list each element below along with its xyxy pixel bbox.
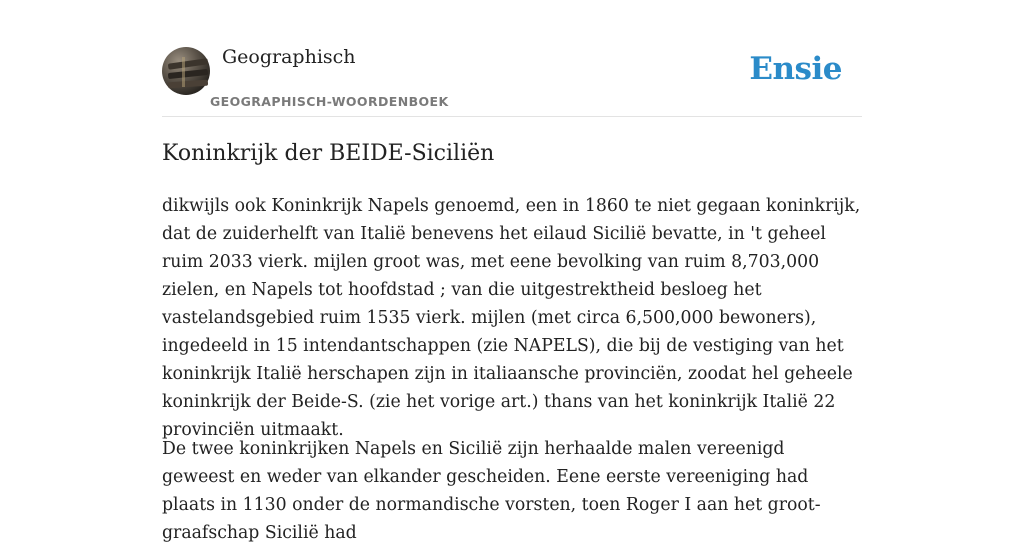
ensie-logo[interactable]: Ensie <box>749 51 842 87</box>
article-title: Koninkrijk der BEIDE-Siciliën <box>162 141 495 166</box>
book-shape <box>168 58 208 70</box>
page-container <box>162 0 862 543</box>
article-paragraph: dikwijls ook Koninkrijk Napels genoemd, een in 1860 te niet gegaan koninkrijk, dat de zuiderhelft van Italië benevens het eilaud Sicilië bevatte, in 't geheel ruim 2033 vierk. mijlen groot was, met eene bevolking van ruim 8,703,000 zielen, en Napels tot hoofdstad ; van die uitgestrektheid besloeg het vastelandsgebied ruim 1535 vierk. mijlen (met circa 6,500,000 bewoners), ingedeeld in 15 intendantschappen (zie NAPELS), die bij de vestiging van het koninkrijk Italië herschapen zijn in italiaansche provinciën, zoodat hel geheele koninkrijk der Beide-S. (zie het vorige art.) thans van het koninkrijk Italië 22 provinciën uitmaakt. <box>162 196 861 440</box>
header <box>162 0 862 117</box>
brand-name[interactable]: Geographisch <box>222 46 356 68</box>
article-paragraph: De twee koninkrijken Napels en Sicilië zijn herhaalde malen vereenigd geweest en weder van elkander gescheiden. Eene eerste vereeniging had plaats in 1130 onder de normandische vorsten, toen Roger I aan het groot-graafschap Sicilië had <box>162 439 821 543</box>
brand-subtitle[interactable]: GEOGRAPHISCH-WOORDENBOEK <box>210 94 449 109</box>
book-spine-shape <box>182 57 185 87</box>
book-shape <box>168 69 208 79</box>
book-shape <box>168 80 208 89</box>
books-avatar-icon[interactable] <box>162 47 210 95</box>
